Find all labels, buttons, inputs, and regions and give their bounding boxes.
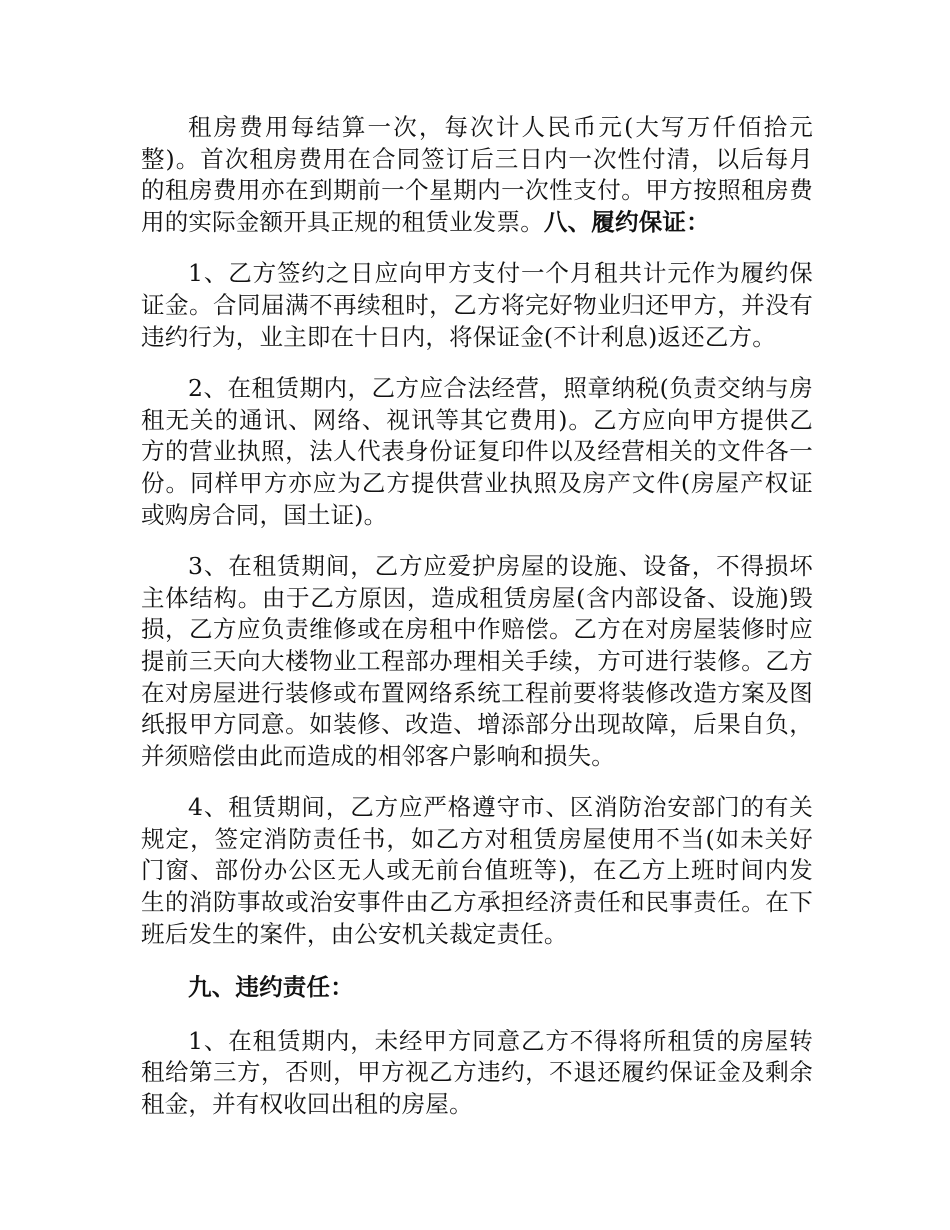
paragraph-9-1: 1、在租赁期内，未经甲方同意乙方不得将所租赁的房屋转租给第三方，否则，甲方视乙方违约，不退还履约保证金及剩余租金，并有权收回出租的房屋。 bbox=[141, 1026, 813, 1119]
section-9-heading: 九、违约责任： bbox=[188, 973, 354, 1002]
paragraph-8-2: 2、在租赁期内，乙方应合法经营，照章纳税(负责交纳与房租无关的通讯、网络、视讯等其它费用)。乙方应向甲方提供乙方的营业执照，法人代表身份证复印件以及经营相关的文件各一份。同样甲方亦应为乙方提供营业执照及房产文件(房屋产权证或购房合同，国土证)。 bbox=[141, 374, 813, 529]
paragraph-rent-payment bbox=[141, 112, 813, 238]
rent-payment-text: 租房费用每结算一次，每次计人民币元(大写万仟佰拾元整)。首次租房费用在合同签订后三日内一次性付清，以后每月的租房费用亦在到期前一个星期内一次性支付。甲方按照租房费用的实际金额开具正规的租赁业发票。 bbox=[141, 113, 813, 236]
section-8-heading: 八、履约保证： bbox=[543, 207, 710, 236]
document-page bbox=[141, 112, 813, 1141]
paragraph-8-3: 3、在租赁期间，乙方应爱护房屋的设施、设备，不得损坏主体结构。由于乙方原因，造成租赁房屋(含内部设备、设施)毁损，乙方应负责维修或在房租中作赔偿。乙方在对房屋装修时应提前三天向大楼物业工程部办理相关手续，方可进行装修。乙方在对房屋进行装修或布置网络系统工程前要将装修改造方案及图纸报甲方同意。如装修、改造、增添部分出现故障，后果自负，并须赔偿由此而造成的相邻客户影响和损失。 bbox=[141, 552, 813, 770]
paragraph-8-1: 1、乙方签约之日应向甲方支付一个月租共计元作为履约保证金。合同届满不再续租时，乙方将完好物业归还甲方，并没有违约行为，业主即在十日内，将保证金(不计利息)返还乙方。 bbox=[141, 259, 813, 351]
paragraph-8-4: 4、租赁期间，乙方应严格遵守市、区消防治安部门的有关规定，签定消防责任书，如乙方对租赁房屋使用不当(如未关好门窗、部份办公区无人或无前台值班等)，在乙方上班时间内发生的消防事故或治安事件由乙方承担经济责任和民事责任。在下班后发生的案件，由公安机关裁定责任。 bbox=[141, 793, 813, 948]
